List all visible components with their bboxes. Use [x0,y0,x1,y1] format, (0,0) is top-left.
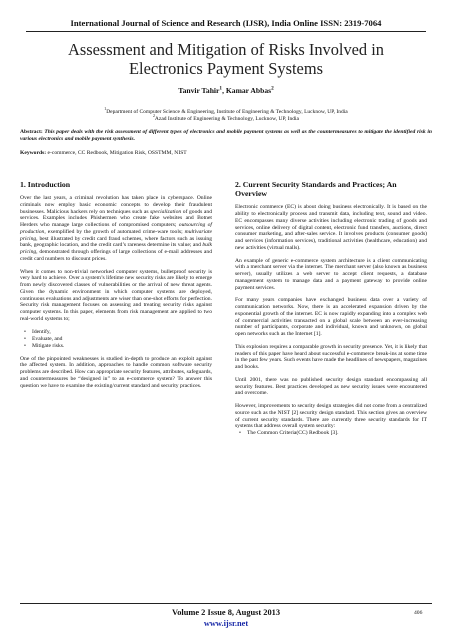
author-sep: , [222,86,226,95]
intro-p1-a: Over the last years, a criminal revolution has taken place in cyberspace. Online criminals now employ basic economic concepts to develop their fraudulent businesses. Malicious hackers rely on techniques such as [20,195,212,215]
intro-p1-italic-4: bulk pricing [20,242,212,256]
keywords-text: e-commerce, CC Redbook, Mitigation Risk, OSSTMM, NIST [47,150,187,156]
intro-paragraph-1 [20,195,212,263]
affiliation-1-sup: 1 [104,107,107,112]
journal-header: International Journal of Science and Research (IJSR), India Online ISSN: 2319-7064 [70,18,382,28]
section-2-paragraph-6: However, improvements to security design strategies did not come from a centralized source such as the NIST [2] security design standard. This section gives an overview of current security standards. There are currently three security standards for IT systems that address overall system security: [235,403,427,430]
list-item: • Identify, [24,329,212,336]
intro-p1-b: of goods and services. Examples includes Phishermen who create fake websites and Botnet Herders who manage large collections of compromised computers; [20,208,212,229]
abstract-text: This paper deals with the risk assessment of different types of electronics and mobile payment systems as well as the countermeasures to mitigate the identified risk in various electronics and mobile payment synthesis. [20,129,432,142]
affiliation-2-sup: 2 [153,114,155,119]
footer-url-link[interactable]: www.ijsr.net [203,619,249,628]
section-2-paragraph-4: This explosion requires a comparable growth in security presence. Yet, it is likely that readers of this paper have heard about successful e-commerce break-ins at some time in the past few years. Such events have made the headlines of newspapers, magazines and books. [235,343,428,371]
intro-paragraph-2: When it comes to non-trivial networked computer systems, bulletproof security is very hard to achieve. Over a system’s lifetime new security risks are likely to emerge from newly discovered classes of vulnerabilities or the arrival of new threat agents. Given the dynamic environment in which computer systems are deployed, continuous evaluations and adjustments are wiser than one-shot efforts for perfection. Security risk management focuses on assessing and treating security risks against computer systems. In this paper, elements from risk management are applied to two real-world systems to; [20,268,212,322]
affiliation-2-text: Azad Institute of Engineering & Technology, Lucknow, UP, India [154,116,299,122]
page-number: 406 [414,610,423,616]
intro-p1-italic-2: outsourcing of production [20,222,212,235]
intro-heading: 1. Introduction [20,180,71,189]
section-2-heading: 2. Current Security Standards and Practices; An Overview [235,180,397,199]
section-2-paragraph-2: An example of generic e-commerce system architecture is a client communicating with a merchant server via the internet. The merchant server (also known as business server), usually utilizes a web server to accept client requests, a database management system to manage data and a payment gateway to provide online payment services. [235,257,427,291]
intro-p1-italic-1: specialization [150,208,182,215]
author-2-sup: 2 [271,85,274,92]
affiliation-1-text: Department of Computer Science & Engineering, Institute of Engineering & Technology, Lucknow, UP, India [106,109,348,115]
footer-issue: Volume 2 Issue 8, August 2013 [171,608,281,617]
header-rule [26,31,426,32]
section-2-paragraph-5: Until 2001, there was no published security design standard encompassing all security features. Best practices developed as new security issues were encountered and overcome. [235,376,427,397]
abstract [20,129,432,143]
author-2: Kamar Abbas [225,86,272,95]
list-item: • Evaluate, and [24,336,212,343]
list-item: • The Common Criteria(CC) Redbook [3]. [239,430,427,437]
intro-p1-d: , best illustrated by credit card fraud schemes, where factors such as issuing bank, geographic location, and the credit card’s rareness determine its value; and [20,235,212,249]
affiliation-2 [26,116,426,123]
paper-title: Assessment and Mitigation of Risks Involved in Electronics Payment Systems [68,40,384,78]
right-column [235,180,427,443]
author-1: Tanvir Tahir [178,86,220,95]
footer-rule [20,603,432,604]
intro-paragraph-3: One of the pinpointed weaknesses is studied in-depth to produce an exploit against the affected system. In addition, approaches to handle common software security problems are described. How can appropriate security features, attributes, safeguards, and countermeasures be “designed in” to an e-commerce system? To answer this question we have to examine the existing/current standard and security practices. [20,355,212,389]
intro-p1-c: , exemplified by the growth of automated crime-ware tools; [44,228,185,235]
author-1-sup: 1 [219,85,223,92]
section-2-bullet-list [239,430,427,437]
intro-p1-e: , demonstrated through offerings of large collections of e-mail addresses and credit card numbers to discount prices. [20,249,212,262]
keywords [20,150,432,157]
authors [26,86,426,95]
list-item: • Mitigate risks. [24,343,212,350]
intro-p1-italic-3: multivariate pricing [20,228,212,242]
intro-bullet-list [24,329,212,350]
section-2-paragraph-1: Electronic commerce (EC) is about doing business electronically. It is based on the ability to electronically process and transmit data, including text, sound and video. EC encompasses many diverse activities including electronic trading of goods and services, online delivery of digital content, electronic fund transfers, auctions, direct consumer marketing, and after-sales service. It involves products (consumer goods) and services (information services), traditional activities (healthcare, education) and new activities (virtual malls). [235,204,427,251]
keywords-label: Keywords: [20,150,48,156]
left-column [20,180,212,395]
abstract-label: Abstract: [20,129,45,135]
section-2-paragraph-3: For many years companies have exchanged business data over a variety of communication networks. Now, there is an accelerated expansion driven by the exponential growth of the internet. EC is now rapidly expanding into a complex web of commercial activities transacted on a global scale between an ever-increasing number of participants, corporate and individual, known and unknown, on global open networks such as the Internet [1]. [235,297,427,338]
